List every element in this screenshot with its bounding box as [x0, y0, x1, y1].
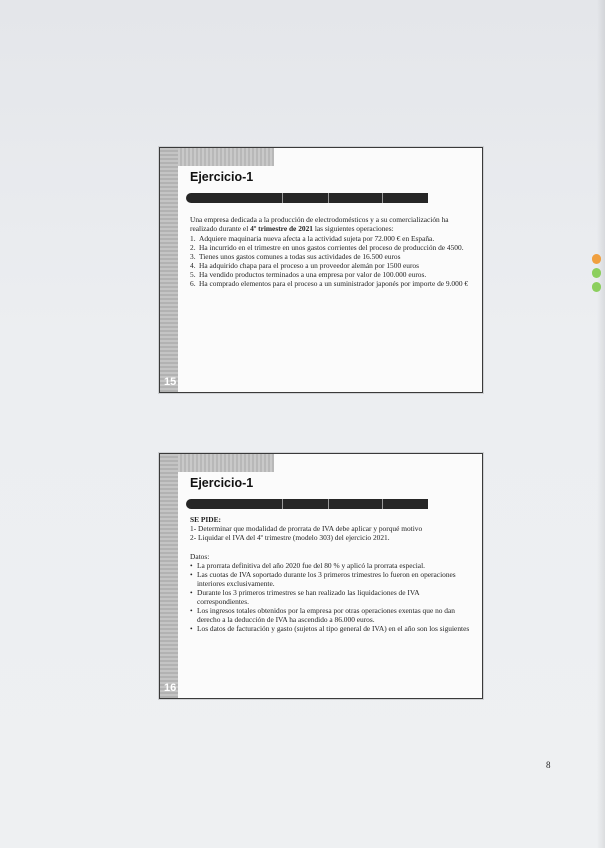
- title-underline-bar: [186, 193, 428, 203]
- slide-title-band: [178, 454, 274, 472]
- list-item: [190, 234, 472, 243]
- section-heading: SE PIDE:: [190, 515, 222, 524]
- item-text: Adquiere maquinaria nueva afecta a la actividad sujeta por 72.000 € en España.: [199, 234, 435, 243]
- list-item: [190, 624, 472, 633]
- item-number: 4.: [190, 261, 196, 270]
- slide-16: [159, 453, 483, 699]
- bullet-text: Los ingresos totales obtenidos por la empresa por otras operaciones exentas que no dan derecho a la deducción de IVA ha ascendido a 86.000 euros.: [197, 606, 455, 624]
- slide-body: [190, 515, 472, 633]
- page-number: 8: [546, 760, 551, 770]
- slide-side-strip: [160, 148, 178, 392]
- green-tab-marker: [592, 268, 601, 278]
- bullet-text: Los datos de facturación y gasto (sujetos al tipo general de IVA) en el año son los siguientes: [197, 624, 470, 633]
- list-item: [190, 570, 472, 588]
- request-line: 1- Determinar que modalidad de prorrata de IVA debe aplicar y porqué motivo: [190, 524, 423, 533]
- bar-divider: [328, 499, 329, 509]
- bar-divider: [282, 499, 283, 509]
- list-item: [190, 606, 472, 624]
- request-line: 2- Liquidar el IVA del 4º trimestre (modelo 303) del ejercicio 2021.: [190, 533, 390, 542]
- intro-paragraph: [190, 215, 472, 233]
- bar-divider: [282, 193, 283, 203]
- item-number: 1.: [190, 234, 196, 243]
- page-edge-shadow: [597, 0, 605, 848]
- slide-side-strip: [160, 454, 178, 698]
- green-tab-marker: [592, 282, 601, 292]
- orange-tab-marker: [592, 254, 601, 264]
- item-text: Tienes unos gastos comunes a todas sus actividades de 16.500 euros: [199, 252, 401, 261]
- slide-title: Ejercicio-1: [190, 476, 254, 490]
- bar-divider: [328, 193, 329, 203]
- title-underline-bar: [186, 499, 428, 509]
- intro-text: Una empresa dedicada a la producción de electrodomésticos y a su comercialización ha realizado durante el: [190, 215, 449, 233]
- list-item: [190, 588, 472, 606]
- data-bullet-list: [190, 561, 472, 633]
- list-item: [190, 561, 472, 570]
- slide-15: [159, 147, 483, 393]
- bullet-icon: •: [190, 624, 193, 633]
- item-number: 6.: [190, 279, 196, 288]
- list-item: [190, 270, 472, 279]
- slide-number: 15: [164, 376, 177, 388]
- bullet-icon: •: [190, 588, 193, 597]
- slide-body: [190, 215, 472, 288]
- bullet-text: Durante los 3 primeros trimestres se han realizado las liquidaciones de IVA correspondientes.: [197, 588, 420, 606]
- bullet-icon: •: [190, 561, 193, 570]
- bullet-text: La prorrata definitiva del año 2020 fue del 80 % y aplicó la prorrata especial.: [197, 561, 425, 570]
- item-number: 2.: [190, 243, 196, 252]
- bullet-icon: •: [190, 606, 193, 615]
- page-tab-markers: [592, 254, 602, 296]
- operations-list: [190, 234, 472, 288]
- item-number: 3.: [190, 252, 196, 261]
- bullet-icon: •: [190, 570, 193, 579]
- slide-title: Ejercicio-1: [190, 170, 254, 184]
- intro-bold-text: 4º trimestre de 2021: [250, 224, 313, 233]
- slide-title-band: [178, 148, 274, 166]
- bar-divider: [382, 499, 383, 509]
- item-text: Ha comprado elementos para el proceso a un suministrador japonés por importe de 9.000 €: [199, 279, 469, 288]
- bar-divider: [382, 193, 383, 203]
- data-label: Datos:: [190, 552, 210, 561]
- list-item: [190, 261, 472, 270]
- slide-number: 16: [164, 682, 177, 694]
- item-text: Ha adquirido chapa para el proceso a un proveedor alemán por 1500 euros: [199, 261, 419, 270]
- intro-text-end: las siguientes operaciones:: [312, 224, 394, 233]
- item-number: 5.: [190, 270, 196, 279]
- item-text: Ha vendido productos terminados a una empresa por valor de 100.000 euros.: [199, 270, 427, 279]
- item-text: Ha incurrido en el trimestre en unos gastos corrientes del proceso de producción de 4500.: [199, 243, 464, 252]
- bullet-text: Las cuotas de IVA soportado durante los 3 primeros trimestres lo fueron en operaciones interiores exclusivamente.: [197, 570, 456, 588]
- list-item: [190, 252, 472, 261]
- list-item: [190, 243, 472, 252]
- list-item: [190, 279, 472, 288]
